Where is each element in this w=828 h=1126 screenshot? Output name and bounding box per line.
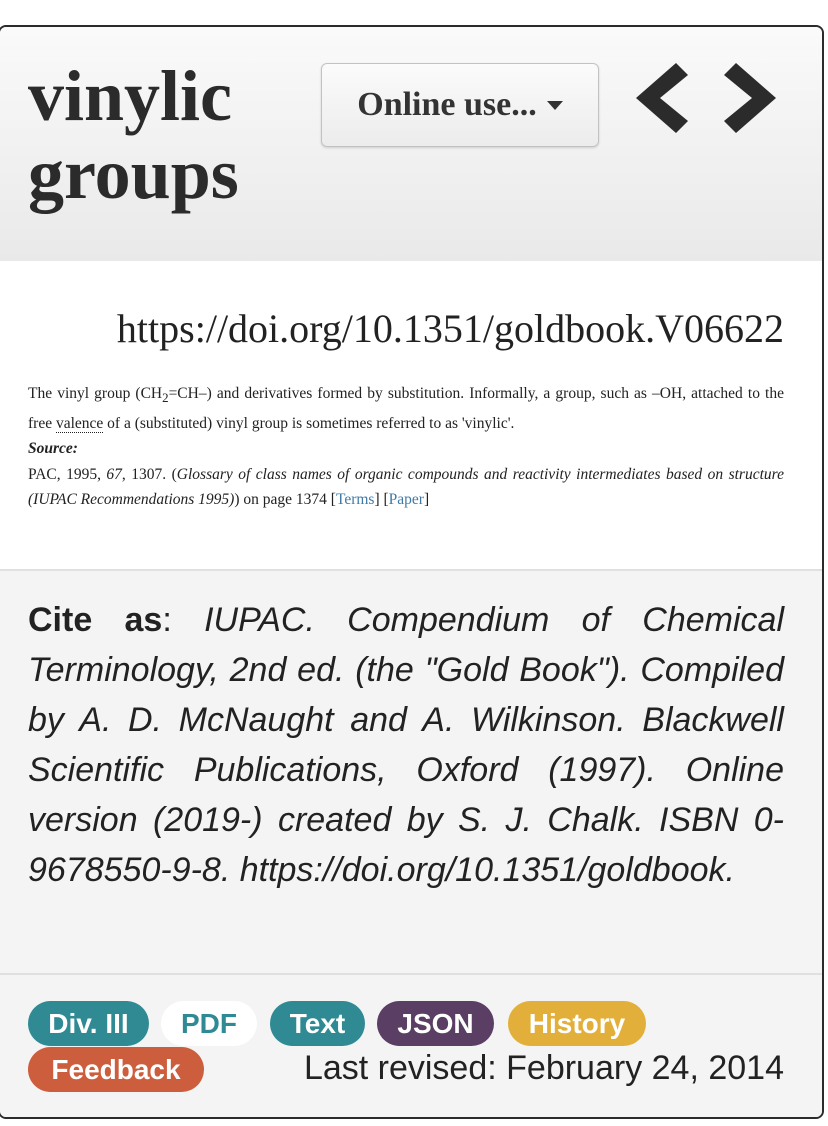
source-label: Source: bbox=[28, 440, 78, 458]
source-separator: ] [ bbox=[374, 491, 389, 509]
paper-link[interactable]: Paper bbox=[388, 491, 424, 509]
definition-subscript: 2 bbox=[162, 390, 169, 406]
source-volume: 67 bbox=[106, 465, 122, 483]
header-bar bbox=[0, 27, 822, 262]
entry-card bbox=[0, 25, 824, 1119]
cite-separator: : bbox=[162, 601, 205, 639]
chevron-right-icon[interactable] bbox=[722, 61, 778, 135]
last-revised: Last revised: February 24, 2014 bbox=[303, 1049, 784, 1087]
text-button[interactable]: Text bbox=[270, 1001, 365, 1046]
source-title: Glossary of class names of organic compounds and reactivity intermediates based on structure (IUPAC Recommendations 1995) bbox=[28, 465, 784, 509]
online-use-dropdown[interactable] bbox=[321, 63, 599, 147]
source-pages: , 1307. ( bbox=[121, 465, 177, 483]
term-title: vinylic groups bbox=[28, 56, 239, 214]
caret-down-icon bbox=[547, 101, 563, 110]
source-end: ] bbox=[423, 491, 430, 509]
entry-body bbox=[0, 261, 822, 569]
definition-part: =CH–) and derivatives formed by substitution. Informally, a group, such as –OH, attached to the free bbox=[28, 385, 784, 432]
definition-text bbox=[28, 381, 784, 513]
feedback-button[interactable]: Feedback bbox=[28, 1047, 204, 1092]
footer bbox=[0, 975, 822, 1119]
cite-label: Cite as bbox=[28, 601, 163, 639]
division-badge[interactable]: Div. III bbox=[28, 1001, 149, 1046]
terms-link[interactable]: Terms bbox=[335, 491, 375, 509]
chevron-left-icon[interactable] bbox=[634, 61, 690, 135]
cite-body: IUPAC. Compendium of Chemical Terminology, 2nd ed. (the "Gold Book"). Compiled by A. D. McNaught and A. Wilkinson. Blackwell Scientific Publications, Oxford (1997). Online version (2019-) created by S. J. Chalk. ISBN 0-9678550-9-8. https://doi.org/10.1351/goldbook. bbox=[28, 601, 784, 889]
source-journal: PAC, 1995, bbox=[28, 465, 107, 483]
cite-section bbox=[0, 569, 822, 975]
doi-link[interactable]: https://doi.org/10.1351/goldbook.V06622 bbox=[116, 306, 784, 351]
pdf-button[interactable]: PDF bbox=[161, 1001, 257, 1046]
definition-part: of a (substituted) vinyl group is sometimes referred to as 'vinylic'. bbox=[103, 414, 515, 432]
json-button[interactable]: JSON bbox=[377, 1001, 494, 1046]
history-button[interactable]: History bbox=[508, 1001, 646, 1046]
source-page-ref: ) on page 1374 [ bbox=[234, 491, 336, 509]
online-use-label: Online use... bbox=[357, 86, 537, 123]
citation-text bbox=[28, 595, 784, 895]
valence-link[interactable]: valence bbox=[55, 414, 104, 432]
definition-part: The vinyl group (CH bbox=[28, 385, 163, 402]
